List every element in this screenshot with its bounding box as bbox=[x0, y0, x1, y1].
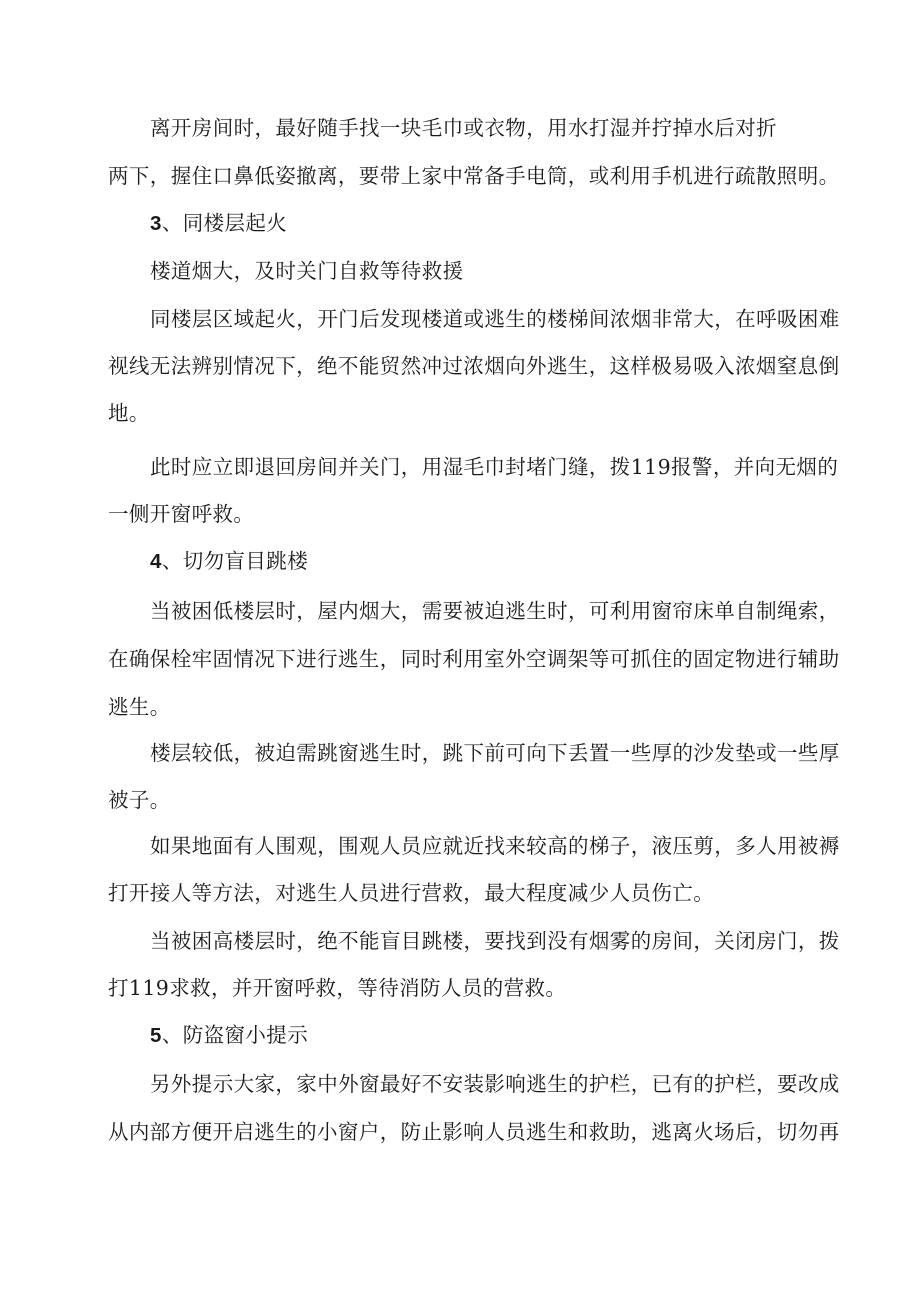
section-heading-3 bbox=[150, 209, 287, 238]
paragraph-line: 视线无法辨别情况下，绝不能贸然冲过浓烟向外逃生，这样极易吸入浓烟窒息倒 bbox=[108, 354, 840, 378]
paragraph-line: 楼层较低，被迫需跳窗逃生时，跳下前可向下丢置一些厚的沙发垫或一些厚 bbox=[150, 741, 840, 765]
paragraph-line: 逃生。 bbox=[108, 695, 171, 719]
paragraph-line: 楼道烟大，及时关门自救等待救援 bbox=[150, 259, 464, 283]
heading-title: 、防盗窗小提示 bbox=[161, 1023, 309, 1047]
paragraph-line: 此时应立即退回房间并关门，用湿毛巾封堵门缝，拨119报警，并向无烟的 bbox=[150, 455, 839, 479]
section-heading-4 bbox=[150, 547, 308, 576]
paragraph-line: 当被困高楼层时，绝不能盲目跳楼，要找到没有烟雾的房间，关闭房门，拨 bbox=[150, 929, 840, 953]
heading-number: 4 bbox=[150, 550, 162, 573]
paragraph-line: 被子。 bbox=[108, 788, 171, 812]
heading-number: 5 bbox=[150, 1024, 162, 1047]
paragraph-line: 当被困低楼层时，屋内烟大，需要被迫逃生时，可利用窗帘床单自制绳索， bbox=[150, 599, 840, 623]
heading-title: 、同楼层起火 bbox=[161, 211, 288, 235]
paragraph-line: 地。 bbox=[108, 401, 150, 425]
paragraph-line: 同楼层区域起火，开门后发现楼道或逃生的楼梯间浓烟非常大，在呼吸困难 bbox=[150, 307, 840, 331]
paragraph-line: 从内部方便开启逃生的小窗户，防止影响人员逃生和救助，逃离火场后，切勿再 bbox=[108, 1120, 840, 1144]
heading-title: 、切勿盲目跳楼 bbox=[161, 549, 309, 573]
paragraph-line: 如果地面有人围观，围观人员应就近找来较高的梯子，液压剪，多人用被褥 bbox=[150, 834, 840, 858]
paragraph-line: 离开房间时，最好随手找一块毛巾或衣物，用水打湿并拧掉水后对折 bbox=[150, 116, 777, 140]
paragraph-line: 在确保栓牢固情况下进行逃生，同时利用室外空调架等可抓住的固定物进行辅助 bbox=[108, 647, 840, 671]
paragraph-line: 另外提示大家，家中外窗最好不安装影响逃生的护栏，已有的护栏，要改成 bbox=[150, 1072, 840, 1096]
paragraph-line: 一侧开窗呼救。 bbox=[108, 502, 255, 526]
paragraph-line: 打119求救，并开窗呼救，等待消防人员的营救。 bbox=[108, 976, 567, 1000]
section-heading-5 bbox=[150, 1021, 308, 1050]
paragraph-line: 两下，握住口鼻低姿撤离，要带上家中常备手电筒，或利用手机进行疏散照明。 bbox=[108, 164, 840, 188]
heading-number: 3 bbox=[150, 212, 162, 235]
paragraph-line: 打开接人等方法，对逃生人员进行营救，最大程度减少人员伤亡。 bbox=[108, 881, 715, 905]
